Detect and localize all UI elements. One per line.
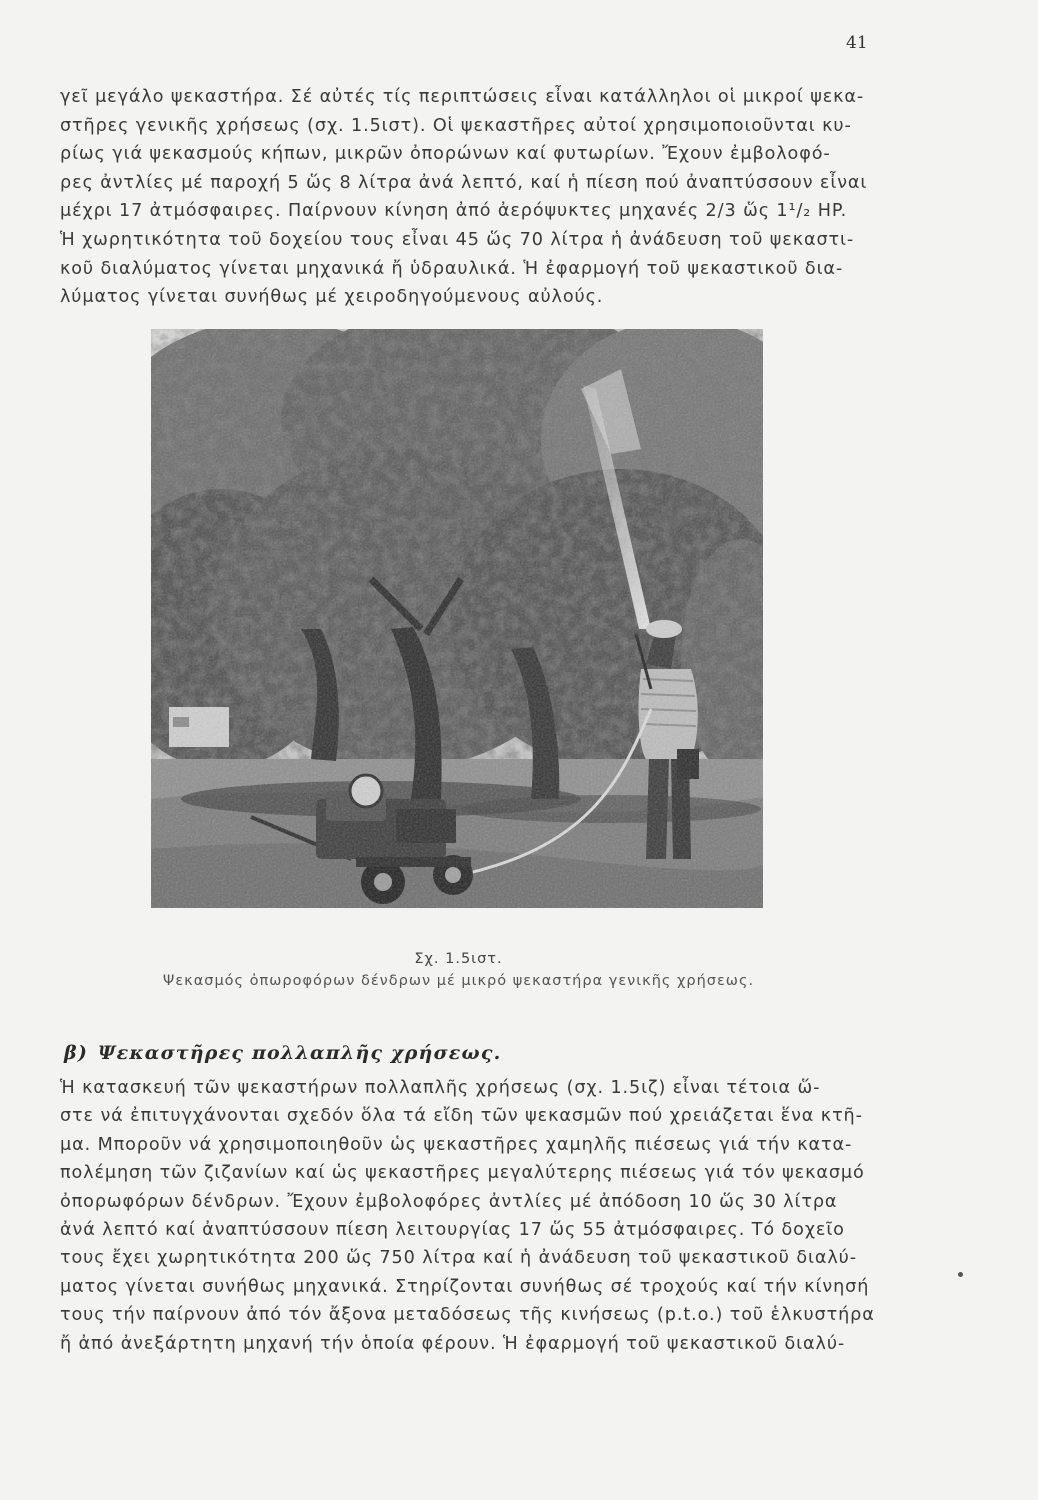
text-line: Ἡ χωρητικότητα τοῦ δοχείου τους εἶναι 45 ὥς 70 λίτρα ἡ ἀνάδευση τοῦ ψεκαστι- <box>60 229 855 250</box>
text-line: γεῖ μεγάλο ψεκαστήρα. Σέ αὐτές τίς περιπτώσεις εἶναι κατάλληλοι οἱ μικροί ψεκα- <box>60 87 865 107</box>
figure-number: Σχ. 1.5ιστ. <box>414 951 503 967</box>
text-line: ρες ἀντλίες μέ παροχή 5 ὥς 8 λίτρα ἀνά λεπτό, καί ἡ πίεση πού ἀναπτύσσουν εἶναι <box>60 172 868 193</box>
text-line: ὀπορωφόρων δένδρων. Ἔχουν ἐμβολοφόρες ἀντλίες μέ ἀπόδοση 10 ὥς 30 λίτρα <box>60 1191 838 1212</box>
section-heading <box>64 1042 501 1064</box>
text-line: ἤ ἀπό ἀνεξάρτητη μηχανή τήν ὁποία φέρουν. Ἡ ἐφαρμογή τοῦ ψεκαστικοῦ διαλύ- <box>60 1333 846 1354</box>
text-line: τους ἔχει χωρητικότητα 200 ὥς 750 λίτρα καί ἡ ἀνάδευση τοῦ ψεκαστικοῦ διαλύ- <box>60 1248 858 1269</box>
text-line: ματος γίνεται συνήθως μηχανικά. Στηρίζονται συνήθως σέ τροχούς καί τήν κίνησή <box>60 1276 870 1297</box>
text-line: στε νά ἐπιτυγχάνονται σχεδόν ὅλα τά εἴδη τῶν ψεκασμῶν πού χρειάζεται ἕνα κτῆ- <box>60 1106 863 1127</box>
section-title: Ψεκαστῆρες πολλαπλῆς χρήσεως. <box>98 1042 502 1064</box>
text-line: τους τήν παίρνουν ἀπό τόν ἄξονα μεταδόσεως τῆς κινήσεως (p.t.o.) τοῦ ἑλκυστήρα <box>60 1305 875 1326</box>
text-line: κοῦ διαλύματος γίνεται μηχανικά ἤ ὑδραυλικά. Ἡ ἐφαρμογή τοῦ ψεκαστικοῦ δια- <box>60 258 844 279</box>
paragraph-2 <box>60 1074 918 1358</box>
text-line: Ἡ κατασκευή τῶν ψεκαστήρων πολλαπλῆς χρήσεως (σχ. 1.5ιζ) εἶναι τέτοια ὥ- <box>60 1078 821 1098</box>
text-line: πολέμηση τῶν ζιζανίων καί ὡς ψεκαστῆρες μεγαλύτερης πιέσεως γιά τόν ψεκασμό <box>60 1163 865 1184</box>
section-marker: β) <box>64 1042 89 1064</box>
orchard-spraying-photo <box>151 329 763 908</box>
stray-ink-dot <box>958 1272 963 1277</box>
text-line: μέχρι 17 ἀτμόσφαιρες. Παίρνουν κίνηση ἀπό ἀερόψυκτες μηχανές 2/3 ὥς 1¹/₂ HP. <box>60 201 848 222</box>
text-line: λύματος γίνεται συνήθως μέ χειροδηγούμενους αὐλούς. <box>60 287 604 308</box>
page-number: 41 <box>846 33 868 53</box>
text-line: ρίως γιά ψεκασμούς κήπων, μικρῶν ὀπορώνων καί φυτωρίων. Ἔχουν ἐμβολοφό- <box>60 144 831 165</box>
paragraph-1 <box>60 83 918 312</box>
text-line: μα. Μποροῦν νά χρησιμοποιηθοῦν ὡς ψεκαστῆρες χαμηλῆς πιέσεως γιά τήν κατα- <box>60 1134 853 1155</box>
text-line: στῆρες γενικῆς χρήσεως (σχ. 1.5ιστ). Οἱ ψεκαστῆρες αὐτοί χρησιμοποιοῦνται κυ- <box>60 115 852 136</box>
text-line: ἀνά λεπτό καί ἀναπτύσσουν πίεση λειτουργίας 17 ὥς 55 ἀτμόσφαιρες. Τό δοχεῖο <box>60 1220 845 1241</box>
figure-caption: Ψεκασμός ὀπωροφόρων δένδρων μέ μικρό ψεκαστήρα γενικῆς χρήσεως. <box>162 973 755 989</box>
